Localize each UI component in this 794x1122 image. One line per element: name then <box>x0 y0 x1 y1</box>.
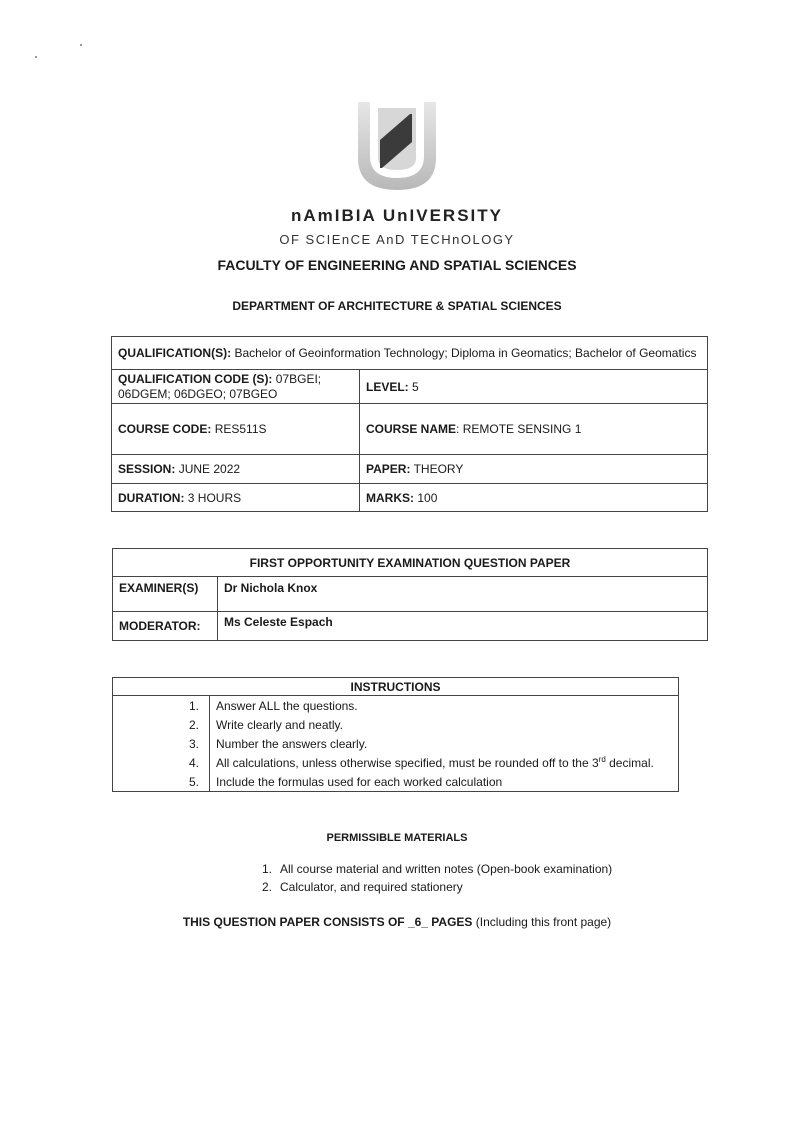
course-row <box>112 404 708 455</box>
qualification-code-label: QUALIFICATION CODE (S): <box>118 371 273 386</box>
material-item <box>236 860 612 878</box>
session-value: JUNE 2022 <box>178 462 241 476</box>
material-text: Calculator, and required stationery <box>280 880 463 894</box>
instruction-number: 5. <box>113 772 210 792</box>
instruction-text: Include the formulas used for each worked calculation <box>210 772 679 792</box>
duration-value: 3 HOURS <box>187 490 242 505</box>
faculty-title: FACULTY OF ENGINEERING AND SPATIAL SCIENCES <box>217 257 577 273</box>
instruction-text: Write clearly and neatly. <box>210 715 679 734</box>
instruction-number: 3. <box>113 734 210 753</box>
qualification-cell <box>112 337 708 370</box>
paper-value: THEORY <box>413 462 464 476</box>
marks-cell <box>360 484 708 512</box>
session-row <box>112 455 708 484</box>
marks-value: 100 <box>417 490 438 505</box>
qualification-code-cell <box>112 370 360 404</box>
instruction-item <box>113 696 679 716</box>
scan-speck <box>80 44 82 46</box>
qualification-value: Bachelor of Geoinformation Technology; Diploma in Geomatics; Bachelor of Geomatics <box>234 345 697 360</box>
course-code-label: COURSE CODE: <box>118 422 212 436</box>
scan-speck <box>35 56 37 58</box>
qualification-row <box>112 337 708 370</box>
duration-label: DURATION: <box>118 490 185 505</box>
instructions-header-row <box>113 678 679 696</box>
exam-title-row <box>113 549 708 577</box>
course-code-value: RES511S <box>214 422 267 436</box>
instructions-table <box>112 677 679 792</box>
level-label: LEVEL: <box>366 379 409 394</box>
instruction-item <box>113 753 679 772</box>
moderator-row <box>113 612 708 641</box>
instruction-text: Answer ALL the questions. <box>210 696 679 716</box>
department-title: DEPARTMENT OF ARCHITECTURE & SPATIAL SCIENCES <box>232 299 562 313</box>
instruction-number: 1. <box>113 696 210 716</box>
paper-label: PAPER: <box>366 462 411 476</box>
qualification-code-value: 07BGEI; 06DGEM; 06DGEO; 07BGEO <box>118 371 322 401</box>
examination-table <box>112 548 708 641</box>
level-cell <box>360 370 708 404</box>
course-code-cell <box>112 404 360 455</box>
qualification-label: QUALIFICATION(S): <box>118 345 232 360</box>
course-info-table <box>111 336 708 512</box>
ordinal-suffix: rd <box>598 755 606 764</box>
level-value: 5 <box>412 379 419 394</box>
course-name-cell: COURSE NAME: REMOTE SENSING 1 <box>360 404 708 455</box>
university-name: nAmIBIA UnIVERSITY <box>291 206 503 225</box>
session-label: SESSION: <box>118 462 176 476</box>
course-name-value: REMOTE SENSING 1 <box>462 422 582 436</box>
paper-cell <box>360 455 708 484</box>
instruction-item <box>113 734 679 753</box>
page-count-rest: (Including this front page) <box>472 915 612 929</box>
material-number: 2. <box>261 880 272 894</box>
examiner-row <box>113 577 708 612</box>
instruction-text <box>210 753 679 772</box>
session-cell <box>112 455 360 484</box>
material-number: 1. <box>261 862 272 876</box>
course-name-label: COURSE NAME <box>366 422 457 436</box>
instruction-item <box>113 772 679 792</box>
page-count-note <box>0 915 794 929</box>
exam-title: FIRST OPPORTUNITY EXAMINATION QUESTION PAPER <box>113 549 708 577</box>
material-text: All course material and written notes (Open-book examination) <box>280 862 613 876</box>
university-logo <box>354 98 440 194</box>
instructions-title: INSTRUCTIONS <box>113 678 679 696</box>
duration-row <box>112 484 708 512</box>
marks-label: MARKS: <box>366 490 414 505</box>
instruction-item <box>113 715 679 734</box>
moderator-value: Ms Celeste Espach <box>218 612 708 641</box>
instruction-text-main: All calculations, unless otherwise specified, must be rounded off to the 3 <box>216 756 599 770</box>
qualification-code-row <box>112 370 708 404</box>
material-item <box>236 878 612 896</box>
moderator-label: MODERATOR: <box>113 612 218 641</box>
instruction-text: Number the answers clearly. <box>210 734 679 753</box>
examiner-label: EXAMINER(S) <box>113 577 218 612</box>
page-count-bold: THIS QUESTION PAPER CONSISTS OF _6_ PAGES <box>182 915 473 929</box>
instruction-number: 2. <box>113 715 210 734</box>
permissible-materials-list <box>236 860 612 896</box>
permissible-materials-title: PERMISSIBLE MATERIALS <box>326 832 468 844</box>
duration-cell <box>112 484 360 512</box>
instruction-text-end: decimal. <box>605 756 654 770</box>
instruction-number: 4. <box>113 753 210 772</box>
university-subtitle: OF SCIEnCE AnD TECHnOLOGY <box>279 232 515 247</box>
examiner-value: Dr Nichola Knox <box>218 577 708 612</box>
